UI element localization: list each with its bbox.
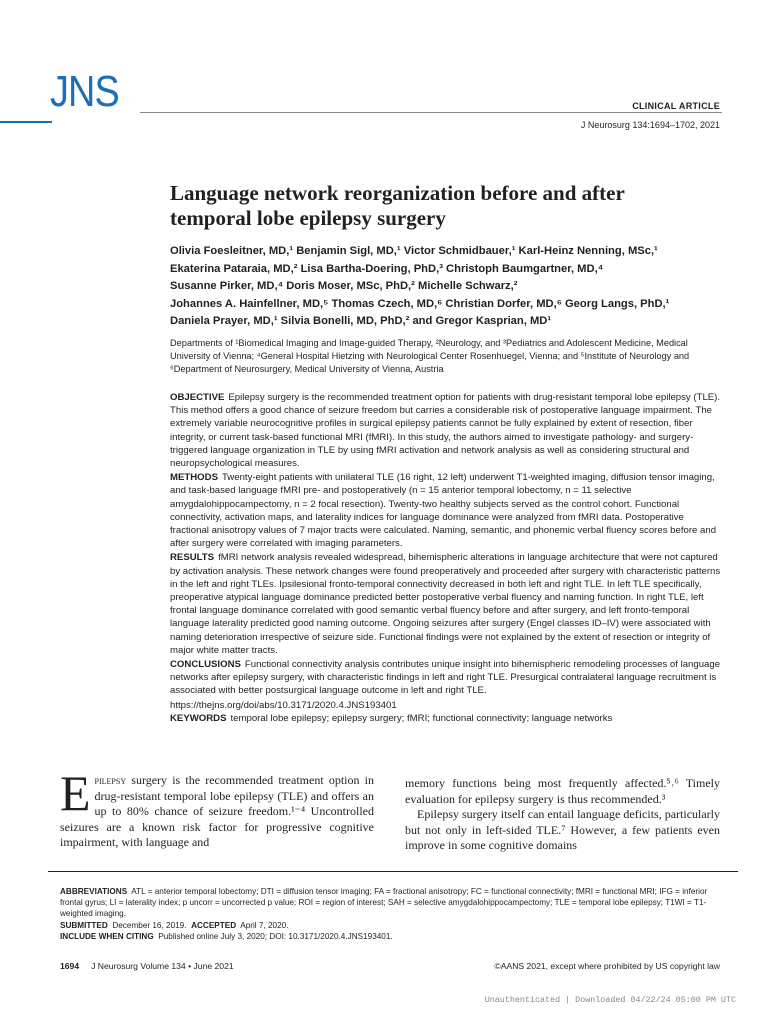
intro-text: surgery is the recommended treatment option in drug-resistant temporal lobe epilepsy (TLE) and offers an up to 80% chance of seizure freedom.¹⁻⁴ Uncontrolled seizures are a known risk factor for progressive cognitive impairment, with language and bbox=[60, 773, 374, 849]
body-paragraph: Epilepsy surgery itself can entail language deficits, particularly but not only in left-sided TLE.⁷ However, a few patients even improve in some cognitive domains bbox=[405, 807, 721, 852]
affiliations: Departments of ¹Biomedical Imaging and Image-guided Therapy, ²Neurology, and ³Pediatrics and Adolescent Medicine, Medical University of Vienna; ⁴General Hospital Hietzing with Neurological Center Rosenhuegel, Vienna; and ⁵Institute of Neurology and ⁶Department of Neurosurgery, Medical University of Vienna, Austria bbox=[170, 338, 690, 375]
header-rule bbox=[140, 112, 722, 113]
abstract-objective bbox=[170, 391, 725, 470]
author-line: Daniela Prayer, MD,¹ Silvia Bonelli, MD, PhD,² and Gregor Kasprian, MD¹ bbox=[170, 315, 552, 328]
footer-journal: J Neurosurg Volume 134 • June 2021 bbox=[91, 961, 234, 971]
page-number: 1694 bbox=[60, 961, 80, 971]
body-paragraph: memory functions being most frequently affected.⁵˒⁶ Timely evaluation for epilepsy surgery is thus recommended.³ bbox=[405, 776, 720, 806]
abbreviations-note bbox=[60, 886, 720, 920]
download-stamp: Unauthenticated | Downloaded 04/22/24 05:00 PM UTC bbox=[484, 995, 736, 1005]
copyright-notice: ©AANS 2021, except where prohibited by US copyright law bbox=[494, 961, 720, 971]
doi-link[interactable]: https://thejns.org/doi/abs/10.3171/2020.4.JNS193401 bbox=[170, 699, 397, 711]
methods-label: METHODS bbox=[170, 472, 218, 484]
abbreviations-label: ABBREVIATIONS bbox=[60, 887, 128, 896]
author-line: Susanne Pirker, MD,⁴ Doris Moser, MSc, PhD,² Michelle Schwarz,² bbox=[170, 280, 518, 293]
intro-paragraph bbox=[60, 765, 374, 851]
objective-text: Epilepsy surgery is the recommended treatment option for patients with drug-resistant temporal lobe epilepsy (TLE). This method offers a good chance of seizure freedom but carries a considerable risk of postoperative language impairment. The extremely variable neurocognitive profiles in surgical epilepsy patients cannot be fully explained by extent of resection, fiber integrity, or current task-based functional MRI (fMRI). In this study, the authors aimed to investigate pathology- and surgery-triggered language organization in TLE by using fMRI activation and network analysis as well as considering structural and neuropsychological measures. bbox=[170, 392, 721, 470]
author-list bbox=[170, 243, 725, 331]
drop-cap: E bbox=[60, 765, 91, 821]
title-line-1: Language network reorganization before and after bbox=[170, 181, 625, 205]
footnotes bbox=[60, 886, 720, 942]
keywords-text: temporal lobe epilepsy; epilepsy surgery; fMRI; functional connectivity; language networks bbox=[230, 712, 613, 724]
abstract-keywords bbox=[170, 712, 725, 725]
body-column-left bbox=[60, 765, 374, 851]
journal-logo: JNS bbox=[50, 67, 119, 116]
footnote-rule bbox=[48, 871, 738, 872]
abbreviations-text: ATL = anterior temporal lobectomy; DTI = diffusion tensor imaging; FA = fractional anisotropy; FC = functional connectivity; fMRI = functional MRI; IFG = inferior frontal gyrus; LI = laterality index; p uncorr = uncorrected p value; ROI = region of interest; SAH = selective amygdalohippocampectomy; TLE = temporal lobe epilepsy; T1WI = T1-weighted imaging. bbox=[60, 887, 708, 919]
author-line: Ekaterina Pataraia, MD,² Lisa Bartha-Doering, PhD,³ Christoph Baumgartner, MD,⁴ bbox=[170, 262, 604, 275]
author-line: Johannes A. Hainfellner, MD,⁵ Thomas Czech, MD,⁶ Christian Dorfer, MD,⁶ Georg Langs, PhD,¹ bbox=[170, 297, 670, 310]
first-word-smallcaps: pilepsy bbox=[94, 773, 127, 787]
include-text: Published online July 3, 2020; DOI: 10.3171/2020.4.JNS193401. bbox=[158, 931, 393, 941]
abstract-methods bbox=[170, 471, 725, 550]
results-text: fMRI network analysis revealed widespread, bihemispheric alterations in language architecture that were not captured by activation analysis. These network changes were found preoperatively and proceeded after surgery with characteristic patterns in the left and right TLEs. Ipsilesional fronto-temporal connectivity decreased in both left and right TLE. In left TLE specifically, preoperative atypical language dominance predicted better postoperative verbal fluency and naming function. In right TLE, left frontal language dominance correlated with good semantic verbal fluency before and after surgery, and left fronto-temporal language laterality predicted good naming outcome. Ongoing seizures after surgery (Engel classes ID–IV) were associated with naming deterioration irrespective of seizure side. Functional findings were not explained by the extent of resection or integrity of major white matter tracts. bbox=[170, 552, 721, 656]
body-column-right bbox=[405, 776, 720, 854]
article-title bbox=[170, 181, 690, 231]
conclusions-label: CONCLUSIONS bbox=[170, 659, 241, 671]
abstract-conclusions bbox=[170, 658, 725, 698]
title-line-2: temporal lobe epilepsy surgery bbox=[170, 206, 446, 230]
conclusions-text: Functional connectivity analysis contributes unique insight into bihemispheric remodeling processes of language networks after epilepsy surgery, with characteristic findings in left and right TLE. Presurgical contralateral language recruitment is associated with better postsurgical language outcome in left and right TLE. bbox=[170, 659, 721, 697]
abstract-results bbox=[170, 551, 725, 657]
journal-citation: J Neurosurg 134:1694–1702, 2021 bbox=[580, 120, 720, 130]
results-label: RESULTS bbox=[170, 552, 215, 564]
abstract bbox=[170, 391, 725, 726]
article-type: CLINICAL ARTICLE bbox=[632, 101, 720, 111]
accepted-date: April 7, 2020. bbox=[240, 920, 289, 930]
submitted-label: SUBMITTED bbox=[60, 920, 108, 930]
accepted-label: ACCEPTED bbox=[191, 920, 237, 930]
keywords-label: KEYWORDS bbox=[170, 712, 227, 724]
page-footer bbox=[60, 961, 234, 971]
objective-label: OBJECTIVE bbox=[170, 392, 225, 403]
submitted-date: December 16, 2019. bbox=[112, 920, 187, 930]
include-label: INCLUDE WHEN CITING bbox=[60, 931, 154, 941]
citing-note bbox=[60, 931, 720, 942]
methods-text: Twenty-eight patients with unilateral TLE (16 right, 12 left) underwent T1-weighted imaging, diffusion tensor imaging, and task-based language fMRI pre- and postoperatively (n = 15 anterior temporal lobectomy, n = 11 selective amygdalohippocampectomy, n = 2 focal resection). Twenty-two healthy subjects served as the control cohort. Functional connectivity, activation maps, and laterality indices for language dominance were analyzed from fMRI data. Postoperative fractional anisotropy values of 7 major tracts were calculated. Naming, semantic, and phonemic verbal fluency scores before and after surgery were correlated with imaging parameters. bbox=[170, 472, 717, 550]
author-line: Olivia Foesleitner, MD,¹ Benjamin Sigl, MD,¹ Victor Schmidbauer,¹ Karl-Heinz Nenning, MSc,¹ bbox=[170, 245, 658, 257]
dates-note bbox=[60, 920, 720, 931]
logo-rule bbox=[0, 121, 52, 123]
